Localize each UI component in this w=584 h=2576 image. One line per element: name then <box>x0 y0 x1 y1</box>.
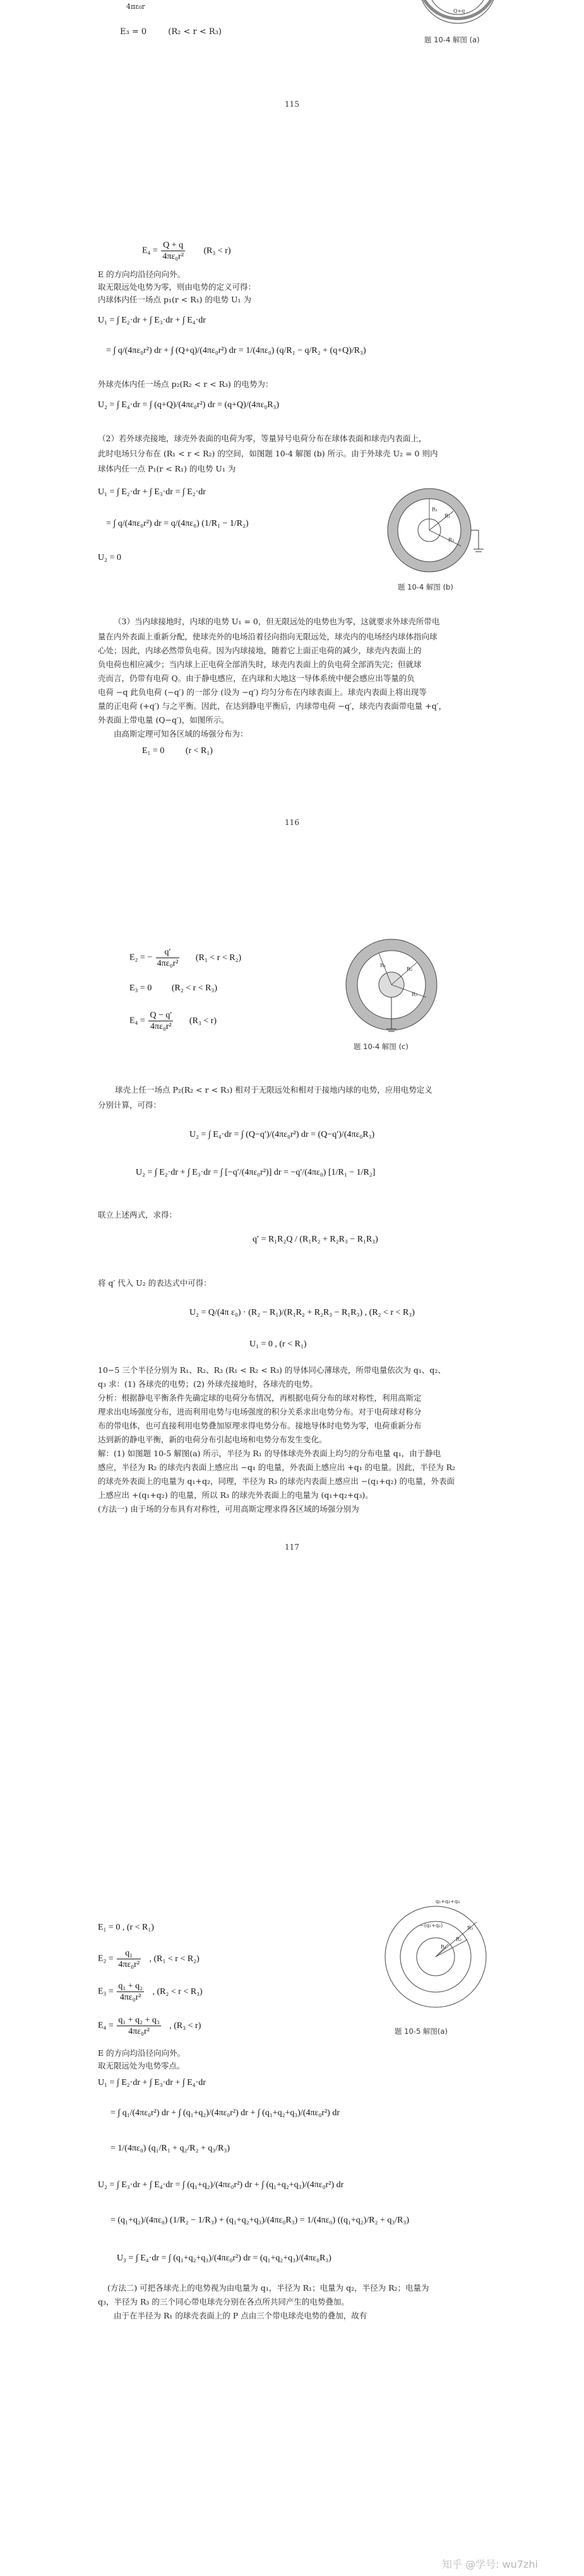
e1-equation <box>142 746 213 756</box>
u2-c: U₂ = Q/(4π ε₀) · (R₂ − R₁)/(R₁R₂ + R₂R₃ − R₁R₃) , (R₂ < r < R₃) <box>189 1308 415 1317</box>
p117-text1: 球壳上任一场点 P₂(R₂ < r < R₃) 相对于无限远处和相对于接地内球的电势，应用电势定义 <box>115 1085 432 1095</box>
problem-10-5-j: 上感应出 +(q₁+q₂) 的电量，所以 R₃ 的球壳外表面上的电量为 (q₁+q₂+q₃)。 <box>98 1490 373 1500</box>
e1-cond: (r < R₁) <box>185 746 213 756</box>
figure-10-4-c <box>341 934 442 1042</box>
e3-118-fraction <box>117 1981 144 2003</box>
u1-118-c: = 1/(4πε₀) (q₁/R₁ + q₂/R₂ + q₃/R₃) <box>110 2144 230 2153</box>
figure-10-4-b <box>379 486 480 581</box>
reference-118: 取无限远处为电势零点。 <box>98 2061 185 2070</box>
e2-equation <box>129 947 241 969</box>
e4-118-lhs: E₄ = <box>98 2021 114 2031</box>
page-number: 115 <box>285 100 299 109</box>
e4-118-equation <box>98 2015 201 2037</box>
e3-118-cond: , (R₂ < r < R₃) <box>152 1986 203 1997</box>
page-number: 117 <box>285 1543 299 1552</box>
part2-line-a: （2）若外球壳接地，球壳外表面的电荷为零，等量异号电荷分布在球体表面和球壳内表面上， <box>98 434 427 443</box>
svg-text:R₂: R₂ <box>407 966 413 972</box>
problem-10-5-i: 的球壳外表面上的电量为 q₁+q₂，同理，半径为 R₃ 的球壳内表面上感应出 −(q₁+q₂) 的电量，外表面 <box>98 1476 455 1486</box>
e4-118-cond: , (R₃ < r) <box>169 2021 201 2031</box>
part2-line-c: 球体内任一点 P₁(r < R₁) 的电势 U₁ 为 <box>98 464 236 473</box>
figure-caption-c: 题 10-4 解图 (c) <box>354 1042 408 1051</box>
e2-lhs: E₂ = − <box>129 953 153 963</box>
part3-line-e: 壳而言，仍带有电荷 Q。由于静电感应，在内球和大地这一导体系统中便会感应出等量的负 <box>98 674 415 683</box>
figure-10-4-a <box>410 0 505 32</box>
e4-den: 4πε₀r² <box>162 252 184 261</box>
e4-118-den: 4πε₀r² <box>128 2027 150 2036</box>
part2-line-b: 此时电场只分布在 (R₁ < r < R₂) 的空间，如图题 10-4 解图 (b) 所示。由于外球壳 U₂ = 0 则内 <box>98 449 438 458</box>
e4-117-den: 4πε₀r² <box>150 1022 172 1031</box>
e2-cond: (R₁ < r < R₂) <box>195 953 242 963</box>
u2-118-a: U₂ = ∫ E₃·dr + ∫ E₄·dr = ∫ (q₁+q₂)/(4πε₀r²) dr + ∫ (q₁+q₂+q₃)/(4πε₀r²) dr <box>98 2180 344 2190</box>
figure-caption-10-5: 题 10-5 解图(a) <box>395 2027 448 2036</box>
problem-10-5-f: 达到新的静电平衡，新的电荷分布引起电场和电势分布发生变化。 <box>98 1435 327 1444</box>
e4-117-fraction <box>148 1010 173 1032</box>
q-prime: q′ = R₁R₂Q / (R₁R₂ + R₂R₃ − R₁R₃) <box>253 1235 378 1244</box>
e3-117-text: E₃ = 0 <box>129 983 152 993</box>
svg-text:R₁: R₁ <box>380 963 386 968</box>
u2-line: U₂ = ∫ E₄·dr = ∫ (q+Q)/(4πε₀r²) dr = (q+Q)/(4πε₀R₃) <box>98 400 280 410</box>
problem-10-5-c: 分析：根据静电平衡条件先确定球的电荷分布情况，再根据电荷分布的球对称性，利用高斯定 <box>98 1393 422 1403</box>
svg-text:R₃: R₃ <box>448 537 455 543</box>
e4-equation-117 <box>129 1010 217 1032</box>
e4-lhs: E₄ = <box>142 246 158 256</box>
e2-118-lhs: E₂ = <box>98 1954 114 1964</box>
e3-117-cond: (R₂ < r < R₃) <box>171 983 218 993</box>
direction-text: E 的方向均沿径向向外。 <box>98 270 186 279</box>
svg-text:R₂: R₂ <box>444 513 451 519</box>
e4-118-fraction <box>117 2015 160 2037</box>
problem-10-5-g: 解：(1) 如图题 10-5 解图(a) 所示，半径为 R₁ 的导体球壳外表面上均匀的分布电量 q₁，由于静电 <box>98 1449 441 1458</box>
part3-line-f: 电荷 −q 此负电荷 (−q′) 的一部分 (设为 −q′) 均匀分布在内球表面上。球壳内表面上将出现等 <box>98 687 427 697</box>
fig-label-mid: −(q₁+q₂) <box>420 1923 443 1928</box>
e2-fraction <box>156 947 180 969</box>
method2-b: q₃，半径为 R₃ 的三个同心带电球壳分别在各点所共同产生的电势叠加。 <box>98 2297 349 2306</box>
e3-equation <box>120 27 222 38</box>
e3-118-den: 4πε₀r² <box>119 1993 141 2002</box>
e4-117-cond: (R₃ < r) <box>189 1016 217 1026</box>
e3-condition: (R₂ < r < R₃) <box>168 27 222 37</box>
u1-c: U₁ = 0 , (r < R₁) <box>249 1339 307 1349</box>
svg-text:Q+q: Q+q <box>453 8 465 14</box>
e4-cond: (R₃ < r) <box>203 246 231 256</box>
fraction-fragment: 4πε₀r <box>126 3 145 11</box>
part3-line-g: 量的正电荷 (+q′) 与之平衡。因此，在达到静电平衡后，内球带电荷 −q′，球壳内表面带电量 +q′， <box>98 701 447 711</box>
inner-sphere-label: 内球体内任一场点 p₁(r < R₁) 的电势 U₁ 为 <box>98 295 252 304</box>
watermark: 知乎 @学号: wu7zhi <box>442 2558 538 2570</box>
u2-b: U₂ = ∫ E₂·dr + ∫ E₃·dr = ∫ [−q′/(4πε₀r²)] dr = −q′/(4πε₀) [1/R₁ − 1/R₂] <box>136 1168 376 1177</box>
problem-10-5-a: 10−5 三个半径分别为 R₁、R₂、R₃ (R₁ < R₂ < R₃) 的导体同心薄球壳，所带电量依次为 q₁、q₂、 <box>98 1365 446 1375</box>
p117-text2: 分别计算，可得： <box>98 1100 162 1110</box>
svg-text:R₂: R₂ <box>456 1937 462 1942</box>
svg-text:R₁: R₁ <box>441 1944 447 1950</box>
part3-line-i: 由高斯定理可知各区域的场强分布为： <box>114 729 248 739</box>
problem-10-5-k: (方法一) 由于场的分布具有对称性，可用高斯定理求得各区域的场强分别为 <box>98 1504 359 1514</box>
u2b: U₂ = 0 <box>98 553 121 562</box>
problem-10-5-b: q₃ 求：(1) 各球壳的电势；(2) 外球壳接地时，各球壳的电势。 <box>98 1379 318 1389</box>
part3-line-a: （3）当内球接地时，内球的电势 U₁ = 0，但无限远处的电势也为零，这就要求外球壳所带电 <box>114 617 440 626</box>
direction-118: E 的方向均沿径向向外。 <box>98 2048 186 2058</box>
part3-line-h: 外表面上带电量 (Q−q′)，如图所示。 <box>98 715 229 725</box>
u2-118-b: = (q₁+q₂)/(4πε₀) (1/R₂ − 1/R₃) + (q₁+q₂+q₃)/(4πε₀R₃) = 1/(4πε₀) ((q₁+q₂)/R₂ + q₃/R₃) <box>110 2216 410 2225</box>
u2-a: U₂ = ∫ E₄·dr = ∫ (Q−q′)/(4πε₀r²) dr = (Q−q′)/(4πε₀R₃) <box>189 1130 375 1139</box>
fig-label-outer: q₁+q₂+q₃ <box>436 1899 460 1904</box>
e3-equation-117 <box>129 983 217 994</box>
e2-118-cond: , (R₁ < r < R₂) <box>149 1954 200 1964</box>
e4-fraction <box>161 240 185 262</box>
e3-118-equation <box>98 1981 203 2003</box>
u1-118-b: = ∫ q₁/(4πε₀r²) dr + ∫ (q₁+q₂)/(4πε₀r²) dr + ∫ (q₁+q₂+q₃)/(4πε₀r²) dr <box>110 2108 340 2118</box>
method2-a: (方法二) 可把各球壳上的电势视为由电量为 q₁，半径为 R₁；电量为 q₂，半径为 R₂；电量为 <box>107 2283 429 2293</box>
svg-text:R₃: R₃ <box>412 992 418 997</box>
part3-line-c: 心处；因此，内球必然带负电荷。因为内球接地，随着它上面正电荷的减少，球壳内表面上的 <box>98 646 422 655</box>
subst-text: 将 q′ 代入 U₂ 的表达式中可得： <box>98 1278 212 1288</box>
e3-text: E₃ = 0 <box>120 27 147 37</box>
e2-num: q′ <box>156 947 180 958</box>
u1-118-a: U₁ = ∫ E₂·dr + ∫ E₃·dr + ∫ E₄·dr <box>98 2078 206 2087</box>
page-number: 116 <box>285 818 299 827</box>
e3-118-lhs: E₃ = <box>98 1986 114 1997</box>
outer-shell-label: 外球壳体内任一场点 p₂(R₂ < r < R₃) 的电势为： <box>98 379 273 389</box>
u3-118: U₃ = ∫ E₄·dr = ∫ (q₁+q₂+q₃)/(4πε₀r²) dr = (q₁+q₂+q₃)/(4πε₀R₃) <box>117 2253 331 2263</box>
part3-line-d: 负电荷也相应减少；当内球上正电荷全部消失时，球壳内表面上的负电荷全部消失完；但就球 <box>98 660 422 669</box>
problem-10-5-e: 布的带电体，也可直接利用电势叠加原理求得电势分布。接地导体时电势为零，电荷重新分布 <box>98 1421 422 1430</box>
figure-10-5-a <box>372 1897 499 2023</box>
svg-text:R₁: R₁ <box>432 507 438 513</box>
method2-c: 由于在半径为 R₁ 的球壳表面上的 P 点由三个带电球壳电势的叠加，故有 <box>114 2311 367 2320</box>
part3-line-b: 量在内外表面上重新分配，使球壳外的电场沿着径向指向无限远处，球壳内的电场经内球体指向球 <box>98 632 438 641</box>
e2-118-equation <box>98 1948 200 1970</box>
reference-text: 取无限远处电势为零，则由电势的定义可得： <box>98 282 256 292</box>
e2-den: 4πε₀r² <box>157 959 179 968</box>
solve-text: 联立上述两式，求得： <box>98 1210 177 1220</box>
e2-118-den: 4πε₀r² <box>118 1960 140 1969</box>
figure-caption-b: 题 10-4 解图 (b) <box>398 583 453 591</box>
problem-10-5-h: 感应，半径为 R₂ 的球壳内表面上感应出 −q₁ 的电量，外表面上感应出 +q₁ 的电量。因此，半径为 R₂ <box>98 1463 456 1472</box>
e3-118-num: q₁ + q₂ <box>118 1981 143 1991</box>
figure-caption: 题 10-4 解图 (a) <box>424 35 480 44</box>
e4-num: Q + q <box>161 240 185 251</box>
e4-117-lhs: E₄ = <box>129 1016 145 1026</box>
u1-line1: U₁ = ∫ E₂·dr + ∫ E₃·dr + ∫ E₄·dr <box>98 316 206 325</box>
e1-text: E₁ = 0 <box>142 746 165 756</box>
e2-118-num: q₁ <box>117 1948 141 1959</box>
svg-text:R₃: R₃ <box>467 1925 474 1931</box>
e1-118: E₁ = 0 , (r < R₁) <box>98 1923 154 1932</box>
e4-118-num: q₁ + q₂ + q₃ <box>118 2015 160 2025</box>
e4-117-num: Q − q′ <box>150 1011 172 1020</box>
u1-line2: = ∫ q/(4πε₀r²) dr + ∫ (Q+q)/(4πε₀r²) dr = 1/(4πε₀) (q/R₁ − q/R₂ + (q+Q)/R₃) <box>106 346 366 355</box>
u1b-line2: = ∫ q/(4πε₀r²) dr = q/(4πε₀) (1/R₁ − 1/R₂) <box>106 519 249 528</box>
problem-10-5-d: 理求出电场强度分布，进而利用电势与电场强度的积分关系求出电势分布。对于电荷球对称分 <box>98 1407 422 1416</box>
e4-equation <box>142 240 231 262</box>
e2-118-fraction <box>117 1948 141 1970</box>
u1b-line1: U₁ = ∫ E₂·dr + ∫ E₃·dr = ∫ E₂·dr <box>98 487 206 497</box>
